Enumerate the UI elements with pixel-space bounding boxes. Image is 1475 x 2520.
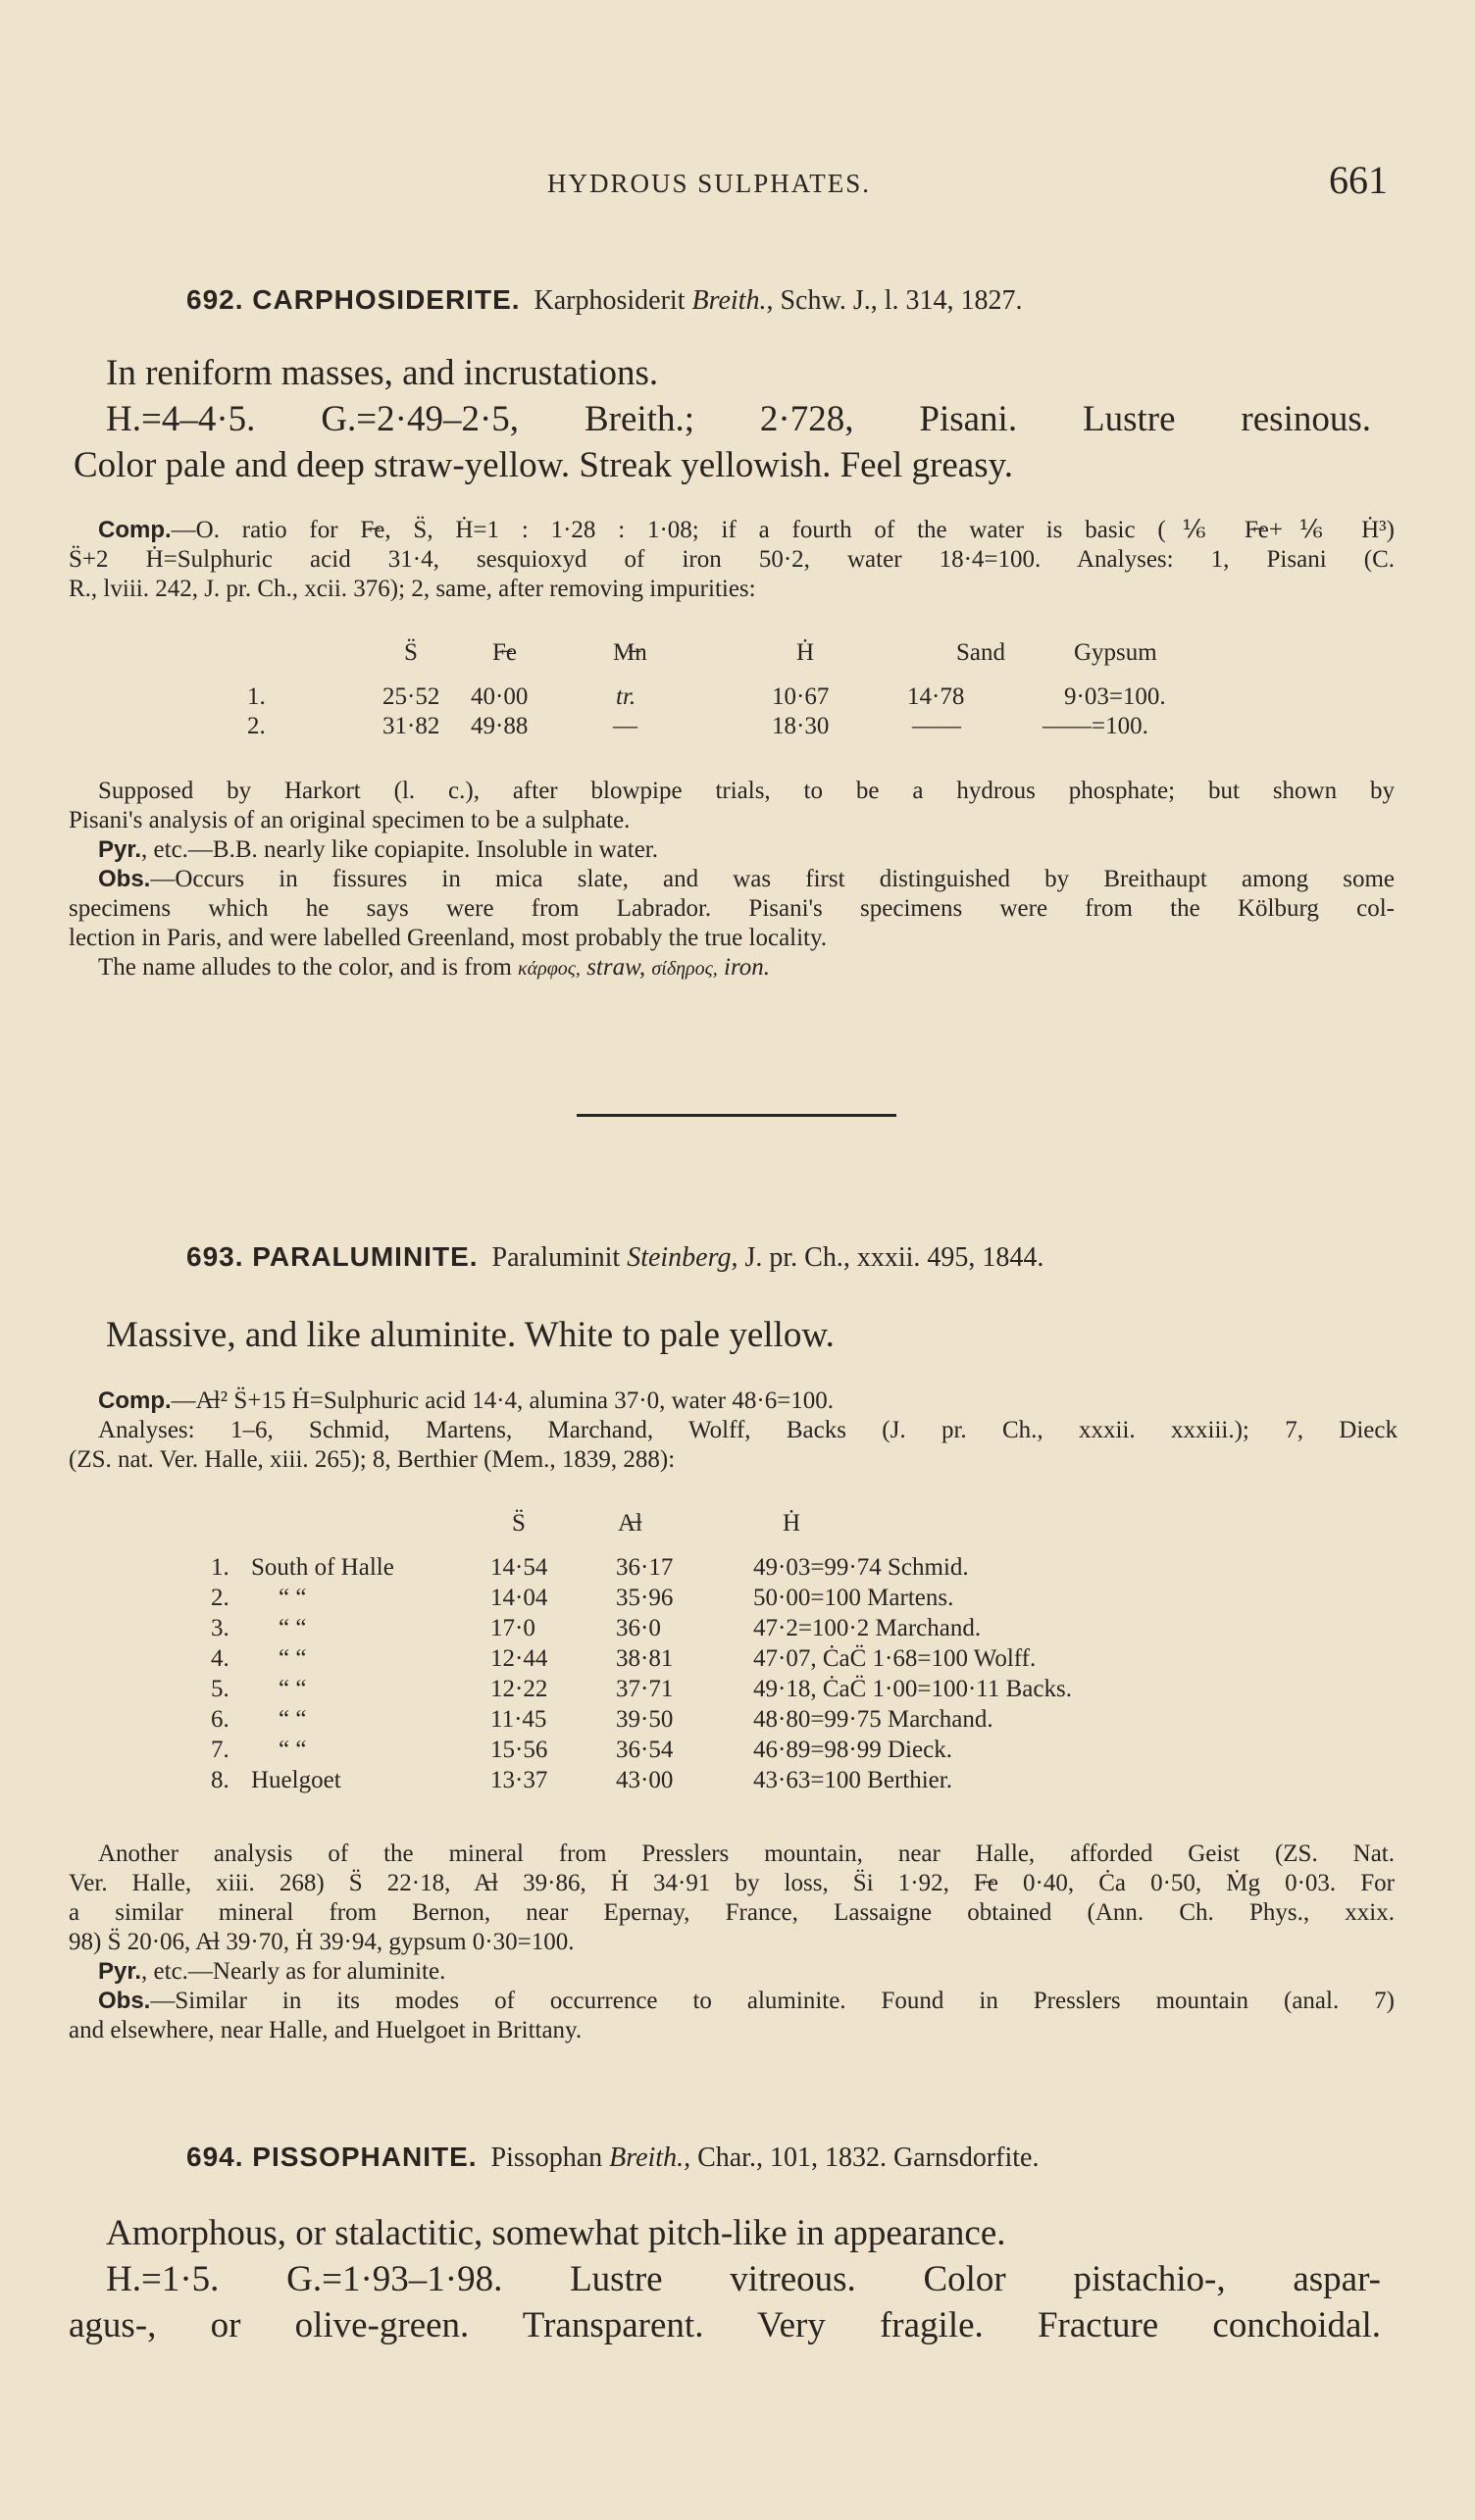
entry-692-note-line-1: Supposed by Harkort (l. c.), after blowpipe trials, to be a hydrous phosphate; but shown by	[98, 778, 1395, 804]
table-cell: 14·54	[490, 1554, 548, 1581]
table-cell: 15·56	[490, 1737, 548, 1763]
table-cell: 7.	[211, 1737, 229, 1763]
greek-word: κάρφος,	[518, 958, 581, 980]
table-cell: 9·03=100.	[1064, 683, 1166, 710]
entry-692-col-gypsum: Gypsum	[1074, 639, 1157, 666]
table-cell: 17·0	[490, 1615, 535, 1641]
entry-692-desc-line-1: In reniform masses, and incrustations.	[106, 353, 659, 393]
table-cell: 43·00	[616, 1767, 674, 1793]
entry-692-comp-line-1	[98, 516, 1395, 544]
entry-693-obs-text-1: —Similar in its modes of occurrence to aluminite. Found in Presslers mountain (anal. 7)	[150, 1988, 1395, 2014]
table-cell: 18·30	[772, 713, 830, 739]
entry-694-synonym-author: Breith.,	[609, 2142, 691, 2173]
entry-692-synonym: Karphosiderit	[534, 285, 686, 316]
table-cell: 12·22	[490, 1676, 548, 1702]
entry-692-obs-line-3: lection in Paris, and were labelled Greenland, most probably the true locality.	[69, 925, 828, 951]
table-cell: 36·0	[616, 1615, 661, 1641]
table-cell: “ “	[279, 1737, 307, 1763]
table-cell: 47·2=100·2 Marchand.	[753, 1615, 982, 1641]
entry-693-note-line-4: 98) S̈ 20·06, A̶l 39·70, Ḣ 39·94, gypsum 0·30=100.	[69, 1929, 575, 1955]
greek-word: σίδηρος,	[651, 958, 718, 980]
entry-694-heading	[186, 2142, 1039, 2174]
entry-692-comp-label: Comp.	[98, 517, 172, 543]
entry-694-desc-line-2: H.=1·5. G.=1·93–1·98. Lustre vitreous. Color pistachio-, aspar-	[106, 2259, 1381, 2299]
entry-693-note-line-2: Ver. Halle, xiii. 268) S̈ 22·18, A̶l 39·86, Ḣ 34·91 by loss, S̈i 1·92, F̶e 0·40, Ċa 0·50, Ṁg 0·03. For	[69, 1870, 1395, 1896]
entry-693-pyr-text: , etc.—Nearly as for aluminite.	[141, 1958, 446, 1985]
entry-692-desc-line-3: Color pale and deep straw-yellow. Streak yellowish. Feel greasy.	[74, 445, 1013, 485]
table-cell: 49·18, ĊaC̈ 1·00=100·11 Backs.	[753, 1676, 1072, 1702]
entry-693-analyses-line-1: Analyses: 1–6, Schmid, Martens, Marchand, Wolff, Backs (J. pr. Ch., xxxii. xxxiii.); 7, Dieck	[98, 1417, 1398, 1443]
table-cell: 37·71	[616, 1676, 674, 1702]
entry-692-obs-line-1	[98, 865, 1395, 893]
table-cell: 38·81	[616, 1645, 674, 1672]
entry-692-pyr-text: , etc.—B.B. nearly like copiapite. Insoluble in water.	[141, 836, 658, 863]
table-cell: 47·07, ĊaC̈ 1·68=100 Wolff.	[753, 1645, 1037, 1672]
table-cell: 40·00	[471, 683, 529, 710]
entry-692-col-sand: Sand	[956, 639, 1005, 666]
table-cell: ——=100.	[1043, 713, 1148, 739]
table-cell: 48·80=99·75 Marchand.	[753, 1706, 993, 1733]
entry-693-col-s: S̈	[512, 1510, 526, 1537]
entry-692-comp-line-3: R., lviii. 242, J. pr. Ch., xcii. 376); 2, same, after removing impurities:	[69, 576, 756, 602]
entry-693-synonym-author: Steinberg,	[627, 1242, 738, 1273]
table-cell: 3.	[211, 1615, 229, 1641]
translation-word: iron.	[724, 954, 771, 981]
table-cell: tr.	[616, 683, 636, 710]
table-cell: 2.	[247, 713, 266, 739]
entry-692-synonym-author: Breith.	[691, 285, 767, 316]
table-cell: 4.	[211, 1645, 229, 1672]
table-cell: 11·45	[490, 1706, 547, 1733]
table-cell: 10·67	[772, 683, 830, 710]
entry-692-col-h: Ḣ	[796, 639, 815, 666]
entry-694-desc-line-1: Amorphous, or stalactitic, somewhat pitch-like in appearance.	[106, 2213, 1006, 2253]
table-cell: ——	[912, 713, 961, 739]
name-note-text: The name alludes to the color, and is from	[98, 954, 512, 981]
entry-692-col-fe: F̶e	[492, 639, 517, 666]
entry-692-pyr-label: Pyr.	[98, 836, 142, 863]
entry-693-comp	[98, 1386, 834, 1415]
table-cell: “ “	[279, 1615, 307, 1641]
entry-694-desc-line-3: agus-, or olive-green. Transparent. Very fragile. Fracture conchoidal.	[69, 2305, 1381, 2345]
table-cell: 13·37	[490, 1767, 548, 1793]
entry-692-obs-text-1: —Occurs in fissures in mica slate, and was first distinguished by Breithaupt among some	[150, 866, 1395, 892]
entry-692-name-note	[98, 953, 770, 983]
table-cell: 1.	[211, 1554, 229, 1581]
table-cell: 49·88	[471, 713, 529, 739]
table-cell: “ “	[279, 1585, 307, 1611]
entry-692-comp-text-1: —O. ratio for F̶e, S̈, Ḣ=1 : 1·28 : 1·08; if a fourth of the water is basic (⅙ F̶e+⅙ Ḣ³)	[171, 517, 1395, 543]
table-cell: 1.	[247, 683, 266, 710]
entry-693-obs-label: Obs.	[98, 1988, 151, 2014]
table-cell: “ “	[279, 1676, 307, 1702]
entry-693-pyr-label: Pyr.	[98, 1958, 142, 1985]
table-cell: 36·54	[616, 1737, 674, 1763]
table-cell: 25·52	[382, 683, 440, 710]
entry-693-synonym: Paraluminit	[491, 1242, 621, 1273]
table-cell: “ “	[279, 1706, 307, 1733]
table-cell: 5.	[211, 1676, 229, 1702]
entry-693-note-line-1: Another analysis of the mineral from Presslers mountain, near Halle, afforded Geist (ZS. Nat.	[98, 1840, 1395, 1867]
entry-692-obs-label: Obs.	[98, 866, 151, 892]
table-cell: Huelgoet	[251, 1767, 341, 1793]
entry-693-analyses-line-2: (ZS. nat. Ver. Halle, xiii. 265); 8, Berthier (Mem., 1839, 288):	[69, 1446, 676, 1473]
table-cell: 8.	[211, 1767, 229, 1793]
table-cell: 12·44	[490, 1645, 548, 1672]
table-cell: 2.	[211, 1585, 229, 1611]
entry-692-note-line-2: Pisani's analysis of an original specimen to be a sulphate.	[69, 807, 631, 833]
entry-692-heading	[186, 284, 1023, 317]
table-cell: 14·78	[907, 683, 965, 710]
entry-693-comp-label: Comp.	[98, 1387, 172, 1414]
entry-692-desc-line-2: H.=4–4·5. G.=2·49–2·5, Breith.; 2·728, Pisani. Lustre resinous.	[106, 399, 1371, 439]
entry-692-col-mn: M̶n	[613, 639, 647, 666]
table-cell: South of Halle	[251, 1554, 394, 1581]
table-cell: 35·96	[616, 1585, 674, 1611]
entry-693-note-line-3: a similar mineral from Bernon, near Epernay, France, Lassaigne obtained (Ann. Ch. Phys., xxix.	[69, 1899, 1395, 1926]
entry-693-pyr	[98, 1957, 445, 1986]
table-cell: 36·17	[616, 1554, 674, 1581]
entry-692-pyr	[98, 835, 658, 864]
translation-word: straw,	[586, 954, 646, 981]
entry-693-number-name: 693. PARALUMINITE.	[186, 1241, 479, 1272]
entry-693-heading	[186, 1241, 1043, 1274]
entry-693-obs-line-2: and elsewhere, near Halle, and Huelgoet in Brittany.	[69, 2017, 583, 2043]
entry-694-synonym: Pissophan	[490, 2142, 603, 2173]
table-cell: 46·89=98·99 Dieck.	[753, 1737, 952, 1763]
entry-693-col-h: Ḣ	[783, 1510, 801, 1537]
entry-693-col-al: A̶l	[618, 1510, 642, 1537]
entry-693-desc: Massive, and like aluminite. White to pale yellow.	[106, 1315, 835, 1355]
page-number: 661	[1329, 158, 1388, 202]
table-cell: 49·03=99·74 Schmid.	[753, 1554, 969, 1581]
entry-693-obs-line-1	[98, 1987, 1395, 2015]
entry-693-comp-text: —A̶l² S̈+15 Ḣ=Sulphuric acid 14·4, alumina 37·0, water 48·6=100.	[171, 1387, 835, 1414]
table-cell: 39·50	[616, 1706, 674, 1733]
table-cell: 14·04	[490, 1585, 548, 1611]
table-cell: 43·63=100 Berthier.	[753, 1767, 952, 1793]
running-head: HYDROUS SULPHATES.	[547, 169, 872, 198]
entry-692-obs-line-2: specimens which he says were from Labrador. Pisani's specimens were from the Kölburg col-	[69, 895, 1395, 922]
entry-692-col-s: S̈	[404, 639, 418, 666]
table-cell: “ “	[279, 1645, 307, 1672]
section-divider	[577, 1114, 896, 1117]
entry-694-number-name: 694. PISSOPHANITE.	[186, 2142, 478, 2172]
entry-693-synonym-ref: J. pr. Ch., xxxii. 495, 1844.	[744, 1242, 1044, 1273]
entry-692-number-name: 692. CARPHOSIDERITE.	[186, 284, 521, 315]
table-cell: 6.	[211, 1706, 229, 1733]
entry-692-synonym-ref: , Schw. J., l. 314, 1827.	[766, 285, 1023, 316]
table-cell: 31·82	[382, 713, 440, 739]
entry-694-synonym-ref: Char., 101, 1832. Garnsdorfite.	[697, 2142, 1040, 2173]
table-cell: 50·00=100 Martens.	[753, 1585, 954, 1611]
table-cell: —	[613, 713, 637, 739]
entry-692-comp-line-2: S̈+2 Ḣ=Sulphuric acid 31·4, sesquioxyd of iron 50·2, water 18·4=100. Analyses: 1, Pisani (C.	[69, 546, 1395, 573]
